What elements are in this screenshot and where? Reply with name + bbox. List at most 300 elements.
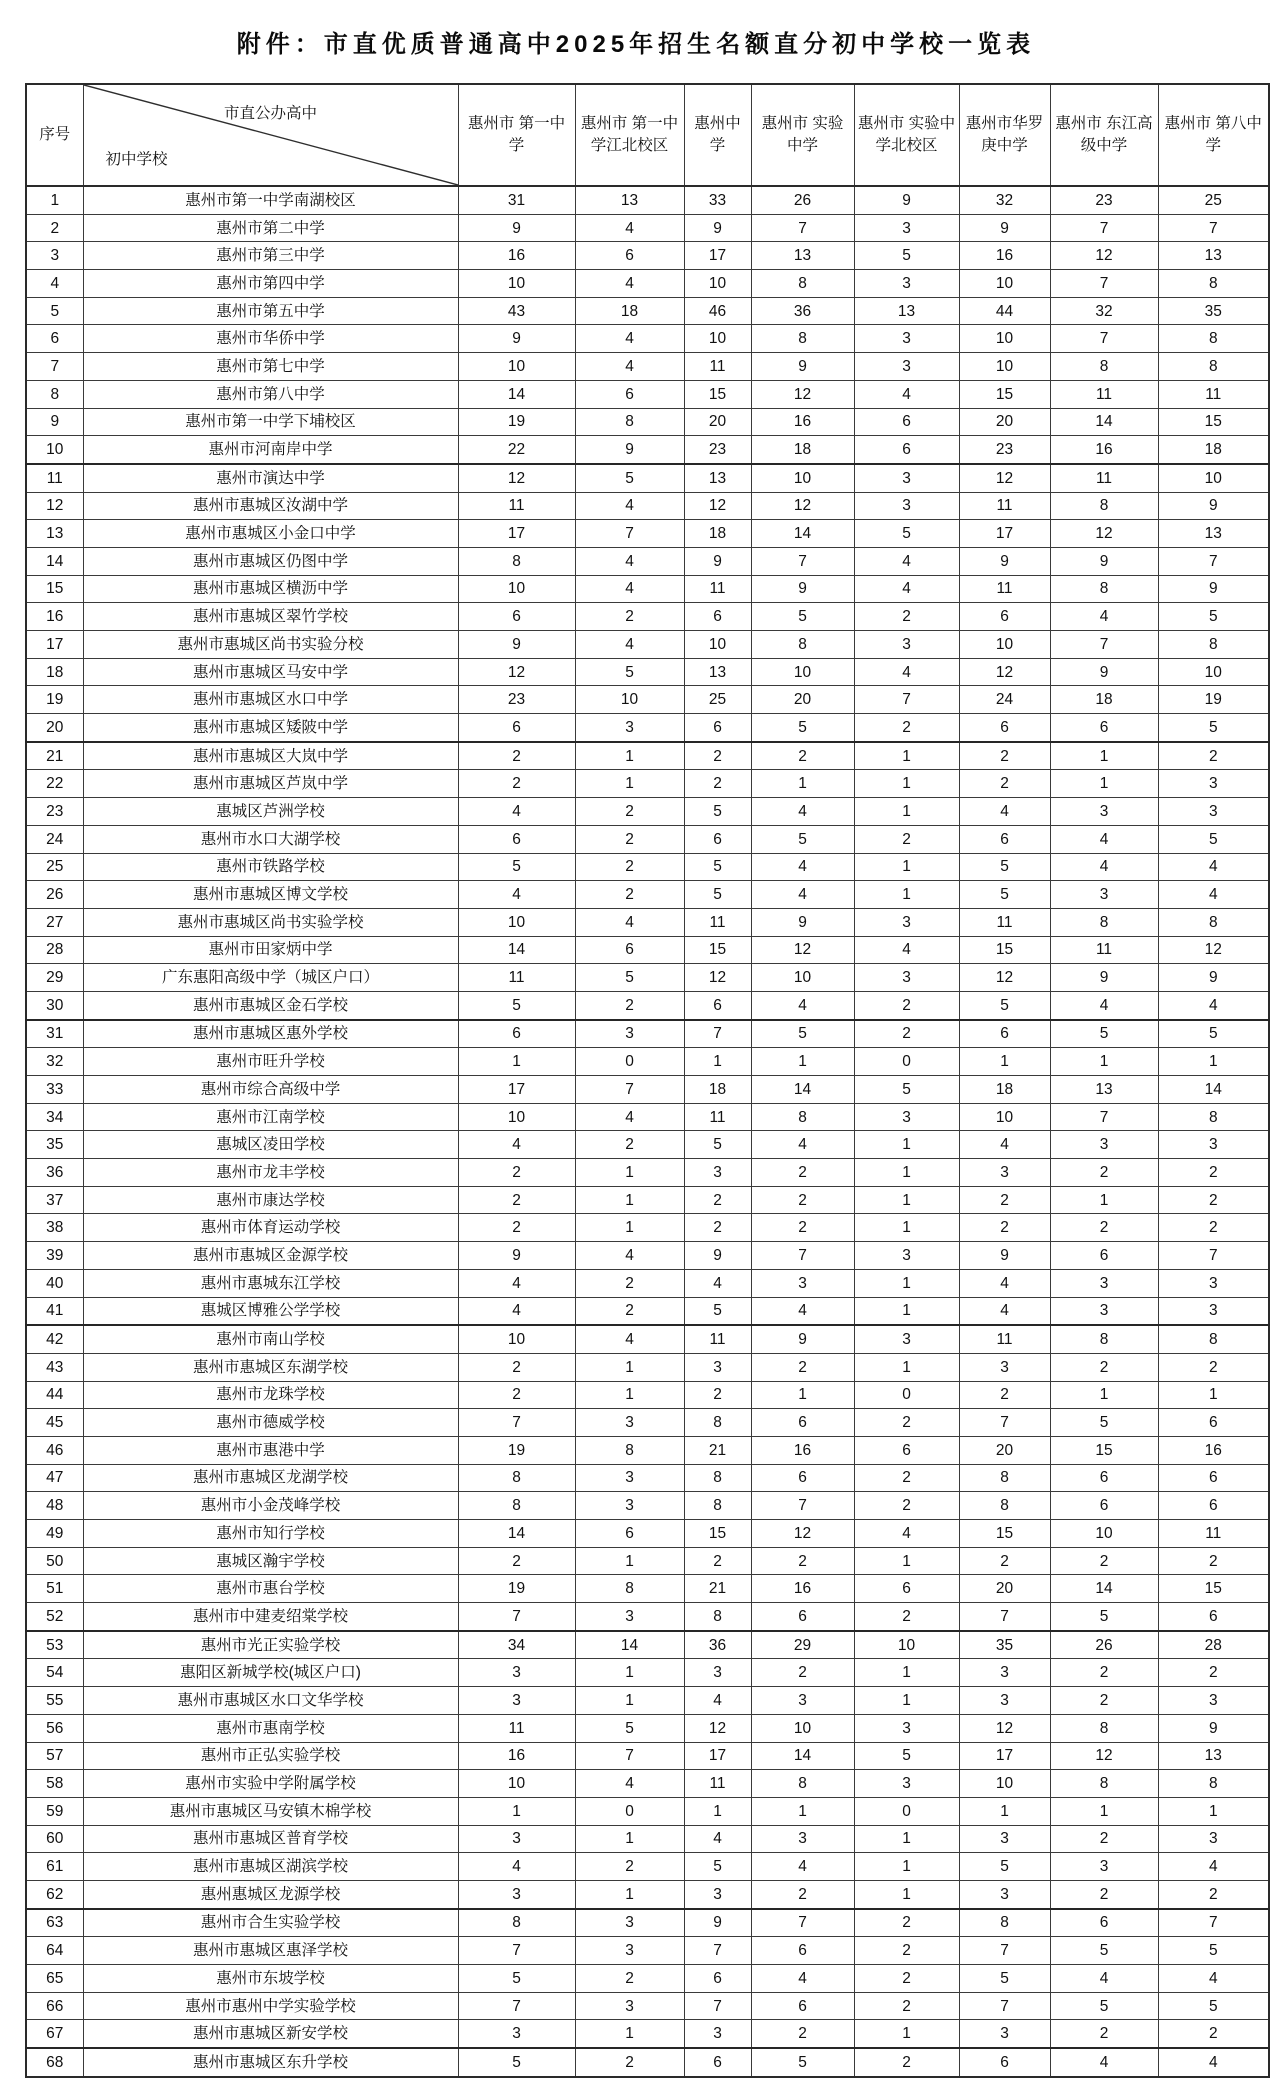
quota-value: 15 — [959, 1520, 1050, 1548]
quota-value: 2 — [959, 1547, 1050, 1575]
quota-value: 20 — [959, 1436, 1050, 1464]
quota-value: 1 — [854, 1825, 959, 1853]
quota-value: 1 — [854, 1853, 959, 1881]
quota-value: 5 — [684, 1131, 751, 1159]
quota-value: 2 — [751, 1353, 854, 1381]
row-serial: 49 — [26, 1520, 83, 1548]
row-serial: 58 — [26, 1770, 83, 1798]
quota-value: 9 — [751, 908, 854, 936]
quota-value: 8 — [1158, 1103, 1269, 1131]
table-row — [26, 1048, 1269, 1076]
quota-value: 6 — [458, 825, 575, 853]
row-serial: 13 — [26, 520, 83, 548]
quota-value: 7 — [751, 1492, 854, 1520]
quota-value: 3 — [751, 1825, 854, 1853]
quota-value: 2 — [684, 742, 751, 770]
table-row — [26, 964, 1269, 992]
quota-value: 1 — [854, 1353, 959, 1381]
quota-value: 2 — [575, 825, 684, 853]
quota-value: 3 — [854, 270, 959, 298]
quota-value: 14 — [1158, 1076, 1269, 1104]
table-row — [26, 2048, 1269, 2077]
quota-value: 4 — [575, 492, 684, 520]
quota-value: 14 — [1050, 408, 1158, 436]
quota-value: 8 — [751, 1103, 854, 1131]
quota-value: 17 — [458, 520, 575, 548]
quota-value: 4 — [751, 853, 854, 881]
quota-value: 13 — [684, 658, 751, 686]
quota-value: 7 — [684, 1020, 751, 1048]
quota-value: 3 — [854, 1103, 959, 1131]
quota-value: 8 — [575, 1575, 684, 1603]
row-serial: 56 — [26, 1714, 83, 1742]
quota-value: 3 — [854, 1714, 959, 1742]
quota-value: 5 — [1050, 1603, 1158, 1631]
quota-value: 3 — [1050, 1269, 1158, 1297]
table-row — [26, 380, 1269, 408]
row-serial: 34 — [26, 1103, 83, 1131]
row-school-name: 惠州市惠城区尚书实验分校 — [83, 631, 458, 659]
row-school-name: 惠州市综合高级中学 — [83, 1076, 458, 1104]
row-serial: 19 — [26, 686, 83, 714]
quota-value: 7 — [684, 1992, 751, 2020]
quota-value: 10 — [458, 908, 575, 936]
quota-value: 8 — [458, 1909, 575, 1937]
row-serial: 45 — [26, 1409, 83, 1437]
quota-value: 18 — [959, 1076, 1050, 1104]
table-row — [26, 1825, 1269, 1853]
quota-value: 6 — [684, 825, 751, 853]
quota-value: 4 — [575, 575, 684, 603]
row-serial: 41 — [26, 1297, 83, 1325]
row-school-name: 惠州市惠城区汝湖中学 — [83, 492, 458, 520]
quota-value: 1 — [854, 1659, 959, 1687]
quota-value: 4 — [1158, 2048, 1269, 2077]
quota-value: 5 — [751, 2048, 854, 2077]
quota-value: 10 — [458, 353, 575, 381]
quota-value: 1 — [1050, 1381, 1158, 1409]
quota-value: 46 — [684, 297, 751, 325]
quota-value: 3 — [751, 1269, 854, 1297]
row-school-name: 惠州市惠城区大岚中学 — [83, 742, 458, 770]
quota-value: 3 — [959, 1880, 1050, 1908]
quota-value: 6 — [959, 825, 1050, 853]
quota-value: 5 — [1050, 1937, 1158, 1965]
table-row — [26, 742, 1269, 770]
quota-value: 34 — [458, 1631, 575, 1659]
quota-value: 5 — [959, 853, 1050, 881]
quota-value: 8 — [684, 1464, 751, 1492]
table-row — [26, 575, 1269, 603]
quota-value: 6 — [959, 714, 1050, 742]
quota-value: 8 — [458, 1464, 575, 1492]
quota-value: 9 — [575, 436, 684, 464]
quota-value: 6 — [458, 1020, 575, 1048]
row-school-name: 惠城区芦洲学校 — [83, 798, 458, 826]
table-row — [26, 520, 1269, 548]
row-school-name: 惠州市惠城东江学校 — [83, 1269, 458, 1297]
quota-value: 11 — [684, 353, 751, 381]
row-serial: 32 — [26, 1048, 83, 1076]
quota-value: 4 — [684, 1687, 751, 1715]
quota-value: 0 — [575, 1797, 684, 1825]
row-school-name: 惠州市光正实验学校 — [83, 1631, 458, 1659]
table-row — [26, 492, 1269, 520]
quota-value: 1 — [575, 1214, 684, 1242]
row-school-name: 惠州市惠城区普育学校 — [83, 1825, 458, 1853]
quota-value: 16 — [751, 1575, 854, 1603]
quota-value: 8 — [1158, 325, 1269, 353]
quota-value: 3 — [854, 908, 959, 936]
quota-value: 7 — [1158, 1909, 1269, 1937]
quota-value: 3 — [1050, 881, 1158, 909]
quota-value: 4 — [854, 1520, 959, 1548]
quota-value: 4 — [575, 1325, 684, 1353]
quota-value: 2 — [458, 770, 575, 798]
quota-value: 2 — [959, 1214, 1050, 1242]
quota-value: 11 — [684, 1325, 751, 1353]
quota-value: 2 — [751, 1186, 854, 1214]
quota-value: 3 — [1158, 1687, 1269, 1715]
header-corner-cell — [83, 84, 458, 186]
quota-value: 13 — [1050, 1076, 1158, 1104]
quota-value: 11 — [959, 908, 1050, 936]
row-school-name: 惠州市正弘实验学校 — [83, 1742, 458, 1770]
quota-value: 5 — [575, 658, 684, 686]
quota-value: 4 — [1050, 853, 1158, 881]
quota-value: 11 — [458, 1714, 575, 1742]
quota-value: 14 — [575, 1631, 684, 1659]
quota-value: 19 — [458, 1575, 575, 1603]
row-serial: 17 — [26, 631, 83, 659]
quota-value: 6 — [684, 603, 751, 631]
quota-value: 4 — [854, 547, 959, 575]
quota-value: 6 — [575, 936, 684, 964]
quota-value: 1 — [575, 1186, 684, 1214]
table-row — [26, 408, 1269, 436]
quota-value: 1 — [1050, 770, 1158, 798]
quota-value: 8 — [1158, 631, 1269, 659]
row-serial: 52 — [26, 1603, 83, 1631]
table-row — [26, 1965, 1269, 1993]
row-school-name: 惠州市第五中学 — [83, 297, 458, 325]
quota-value: 6 — [684, 2048, 751, 2077]
quota-value: 2 — [854, 714, 959, 742]
quota-value: 7 — [575, 1076, 684, 1104]
quota-value: 18 — [684, 1076, 751, 1104]
quota-value: 1 — [854, 1131, 959, 1159]
quota-value: 2 — [575, 1853, 684, 1881]
row-school-name: 惠州市惠城区龙湖学校 — [83, 1464, 458, 1492]
quota-value: 2 — [751, 742, 854, 770]
header-high-school-3: 惠州中学 — [684, 84, 751, 186]
table-row — [26, 1937, 1269, 1965]
quota-value: 2 — [575, 1965, 684, 1993]
quota-value: 7 — [959, 1992, 1050, 2020]
row-school-name: 惠州市惠州中学实验学校 — [83, 1992, 458, 2020]
quota-value: 10 — [959, 1103, 1050, 1131]
table-row — [26, 658, 1269, 686]
row-serial: 36 — [26, 1159, 83, 1187]
row-serial: 10 — [26, 436, 83, 464]
quota-value: 12 — [1050, 1742, 1158, 1770]
row-school-name: 惠州市田家炳中学 — [83, 936, 458, 964]
row-serial: 12 — [26, 492, 83, 520]
quota-value: 5 — [959, 991, 1050, 1019]
quota-value: 7 — [959, 1409, 1050, 1437]
row-serial: 55 — [26, 1687, 83, 1715]
quota-value: 29 — [751, 1631, 854, 1659]
quota-value: 4 — [575, 631, 684, 659]
quota-value: 17 — [458, 1076, 575, 1104]
quota-value: 1 — [854, 1687, 959, 1715]
quota-value: 1 — [575, 1659, 684, 1687]
table-row — [26, 1880, 1269, 1908]
quota-value: 8 — [1158, 353, 1269, 381]
quota-value: 13 — [1158, 1742, 1269, 1770]
quota-value: 9 — [458, 214, 575, 242]
quota-value: 2 — [1158, 1659, 1269, 1687]
table-row — [26, 853, 1269, 881]
table-row — [26, 1603, 1269, 1631]
quota-value: 0 — [854, 1797, 959, 1825]
quota-value: 7 — [1158, 547, 1269, 575]
row-school-name: 惠州市龙丰学校 — [83, 1159, 458, 1187]
quota-value: 1 — [854, 853, 959, 881]
quota-value: 6 — [1050, 1464, 1158, 1492]
quota-value: 12 — [1158, 936, 1269, 964]
quota-value: 2 — [959, 1186, 1050, 1214]
quota-value: 10 — [1158, 658, 1269, 686]
quota-value: 7 — [1050, 214, 1158, 242]
quota-value: 4 — [751, 1853, 854, 1881]
quota-value: 7 — [458, 1937, 575, 1965]
quota-value: 32 — [1050, 297, 1158, 325]
quota-value: 8 — [1158, 908, 1269, 936]
row-school-name: 惠州市华侨中学 — [83, 325, 458, 353]
row-serial: 48 — [26, 1492, 83, 1520]
quota-value: 3 — [1158, 1131, 1269, 1159]
quota-value: 14 — [458, 1520, 575, 1548]
quota-value: 2 — [854, 1603, 959, 1631]
table-row — [26, 464, 1269, 492]
quota-value: 3 — [1158, 798, 1269, 826]
quota-value: 1 — [1050, 1797, 1158, 1825]
quota-value: 11 — [1050, 380, 1158, 408]
quota-value: 2 — [854, 1965, 959, 1993]
quota-value: 15 — [1158, 408, 1269, 436]
quota-value: 7 — [575, 520, 684, 548]
row-school-name: 惠州市惠城区马安中学 — [83, 658, 458, 686]
quota-value: 11 — [684, 1770, 751, 1798]
quota-value: 11 — [684, 575, 751, 603]
quota-value: 4 — [575, 1770, 684, 1798]
quota-value: 1 — [854, 1269, 959, 1297]
quota-value: 3 — [458, 1825, 575, 1853]
quota-value: 2 — [575, 1297, 684, 1325]
quota-value: 1 — [575, 1381, 684, 1409]
quota-value: 1 — [1158, 1797, 1269, 1825]
quota-value: 6 — [1050, 1909, 1158, 1937]
quota-value: 3 — [1158, 1269, 1269, 1297]
quota-value: 20 — [959, 1575, 1050, 1603]
table-row — [26, 1103, 1269, 1131]
quota-value: 1 — [959, 1797, 1050, 1825]
row-serial: 61 — [26, 1853, 83, 1881]
quota-value: 3 — [575, 1020, 684, 1048]
quota-value: 1 — [854, 770, 959, 798]
quota-value: 7 — [751, 547, 854, 575]
quota-value: 6 — [751, 1409, 854, 1437]
row-school-name: 惠州市小金茂峰学校 — [83, 1492, 458, 1520]
quota-value: 19 — [1158, 686, 1269, 714]
quota-value: 2 — [959, 1381, 1050, 1409]
quota-value: 15 — [684, 1520, 751, 1548]
quota-value: 5 — [575, 964, 684, 992]
quota-value: 5 — [854, 520, 959, 548]
table-row — [26, 686, 1269, 714]
row-serial: 29 — [26, 964, 83, 992]
row-school-name: 惠州市德威学校 — [83, 1409, 458, 1437]
row-serial: 16 — [26, 603, 83, 631]
quota-value: 2 — [458, 1186, 575, 1214]
quota-value: 5 — [1158, 603, 1269, 631]
quota-value: 18 — [684, 520, 751, 548]
quota-value: 10 — [1158, 464, 1269, 492]
quota-value: 1 — [854, 1214, 959, 1242]
row-serial: 43 — [26, 1353, 83, 1381]
table-row — [26, 1631, 1269, 1659]
quota-value: 1 — [458, 1048, 575, 1076]
row-serial: 11 — [26, 464, 83, 492]
quota-value: 13 — [575, 186, 684, 214]
quota-value: 2 — [854, 1464, 959, 1492]
quota-value: 18 — [751, 436, 854, 464]
row-serial: 21 — [26, 742, 83, 770]
quota-value: 5 — [1050, 1992, 1158, 2020]
table-row — [26, 1269, 1269, 1297]
table-row — [26, 1575, 1269, 1603]
quota-value: 7 — [575, 1742, 684, 1770]
quota-value: 4 — [959, 1297, 1050, 1325]
row-serial: 1 — [26, 186, 83, 214]
row-school-name: 惠州市惠城区金石学校 — [83, 991, 458, 1019]
quota-value: 6 — [751, 1464, 854, 1492]
row-school-name: 惠州市惠城区水口中学 — [83, 686, 458, 714]
quota-value: 2 — [854, 1020, 959, 1048]
quota-value: 5 — [751, 714, 854, 742]
row-school-name: 惠州市南山学校 — [83, 1325, 458, 1353]
quota-value: 5 — [751, 603, 854, 631]
row-serial: 63 — [26, 1909, 83, 1937]
quota-value: 32 — [959, 186, 1050, 214]
table-row — [26, 714, 1269, 742]
row-school-name: 惠州市合生实验学校 — [83, 1909, 458, 1937]
quota-value: 1 — [854, 1159, 959, 1187]
table-row — [26, 1436, 1269, 1464]
quota-value: 8 — [575, 1436, 684, 1464]
quota-value: 13 — [684, 464, 751, 492]
quota-value: 3 — [458, 2020, 575, 2048]
row-school-name: 惠城区博雅公学学校 — [83, 1297, 458, 1325]
quota-value: 1 — [751, 1048, 854, 1076]
quota-value: 6 — [959, 2048, 1050, 2077]
table-row — [26, 798, 1269, 826]
quota-value: 1 — [1050, 1186, 1158, 1214]
quota-value: 12 — [684, 1714, 751, 1742]
quota-value: 11 — [1050, 464, 1158, 492]
row-serial: 38 — [26, 1214, 83, 1242]
quota-value: 2 — [1158, 1186, 1269, 1214]
quota-value: 9 — [1158, 492, 1269, 520]
quota-value: 9 — [751, 353, 854, 381]
quota-value: 4 — [1158, 991, 1269, 1019]
row-serial: 20 — [26, 714, 83, 742]
quota-value: 9 — [854, 186, 959, 214]
table-row — [26, 1547, 1269, 1575]
quota-value: 10 — [1050, 1520, 1158, 1548]
quota-value: 8 — [1050, 353, 1158, 381]
quota-value: 4 — [1050, 603, 1158, 631]
quota-value: 6 — [1050, 1492, 1158, 1520]
row-serial: 59 — [26, 1797, 83, 1825]
quota-value: 4 — [751, 991, 854, 1019]
quota-value: 2 — [684, 1381, 751, 1409]
quota-value: 25 — [1158, 186, 1269, 214]
quota-value: 6 — [1158, 1464, 1269, 1492]
quota-value: 8 — [959, 1909, 1050, 1937]
quota-value: 23 — [458, 686, 575, 714]
quota-value: 5 — [1158, 1992, 1269, 2020]
quota-value: 2 — [458, 1547, 575, 1575]
quota-value: 5 — [1050, 1409, 1158, 1437]
quota-value: 12 — [458, 464, 575, 492]
quota-value: 10 — [959, 1770, 1050, 1798]
row-school-name: 惠州市惠城区仍图中学 — [83, 547, 458, 575]
table-row — [26, 2020, 1269, 2048]
quota-value: 2 — [575, 1131, 684, 1159]
quota-value: 15 — [1158, 1575, 1269, 1603]
quota-value: 4 — [575, 1242, 684, 1270]
quota-value: 2 — [684, 770, 751, 798]
quota-table — [25, 83, 1270, 2078]
quota-value: 3 — [1050, 1853, 1158, 1881]
quota-value: 14 — [751, 1076, 854, 1104]
quota-value: 2 — [1158, 1880, 1269, 1908]
quota-value: 7 — [458, 1992, 575, 2020]
quota-value: 2 — [959, 742, 1050, 770]
quota-value: 3 — [575, 1909, 684, 1937]
quota-value: 7 — [458, 1409, 575, 1437]
table-row — [26, 1325, 1269, 1353]
table-row — [26, 1909, 1269, 1937]
quota-value: 2 — [854, 603, 959, 631]
quota-value: 3 — [854, 353, 959, 381]
row-school-name: 惠州市河南岸中学 — [83, 436, 458, 464]
quota-value: 6 — [854, 408, 959, 436]
quota-value: 5 — [684, 798, 751, 826]
quota-value: 2 — [751, 1159, 854, 1187]
header-high-school-7: 惠州市 东江高级中学 — [1050, 84, 1158, 186]
quota-value: 1 — [684, 1797, 751, 1825]
quota-value: 6 — [575, 1520, 684, 1548]
quota-value: 16 — [458, 242, 575, 270]
quota-value: 4 — [959, 1131, 1050, 1159]
quota-value: 23 — [1050, 186, 1158, 214]
quota-value: 6 — [751, 1937, 854, 1965]
row-serial: 23 — [26, 798, 83, 826]
table-row — [26, 186, 1269, 214]
